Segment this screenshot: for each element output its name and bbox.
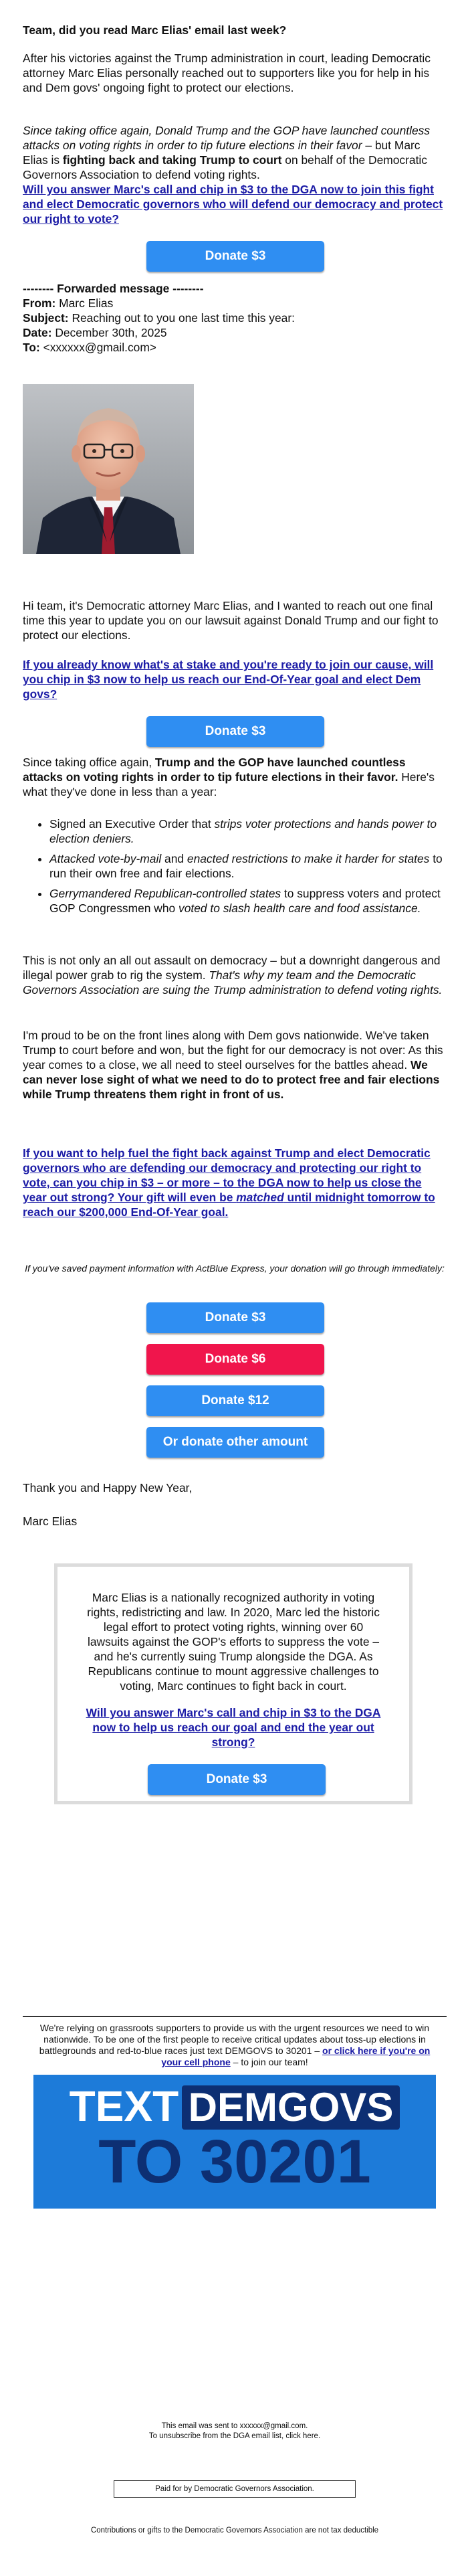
email-heading: Team, did you read Marc Elias' email last week?: [23, 23, 287, 37]
sms-paragraph: We're relying on grassroots supporters to provide us with the urgent resources we need to win nationwide. To be one of the first people to receive critical updates about toss-up elections in battlegrounds and red-to-blue races just text DEMGOVS to 30201 – or click here if you're on your cell phone – to join our team!: [39, 2023, 431, 2067]
attack-end: on behalf of the Democratic Governors Association to defend voting rights.: [23, 153, 427, 181]
sent-to-note: This email was sent to xxxxxx@gmail.com.: [161, 2422, 308, 2430]
donate-3-button-3[interactable]: Donate $3: [146, 1302, 324, 1333]
actblue-note: If you've saved payment information with ActBlue Express, your donation will go through immediately:: [25, 1263, 445, 1274]
cta-link-paragraph-1: [23, 182, 447, 226]
banner-line-1: [33, 2083, 436, 2130]
forwarded-to: To: <xxxxxx@gmail.com>: [23, 341, 156, 354]
attack-item-2: • Attacked vote-by-mail and enacted restrictions to make it harder for states to run their own free and fair elections.: [49, 851, 447, 881]
cta-link-paragraph-3: [23, 1146, 447, 1219]
unsubscribe-link[interactable]: To unsubscribe from the DGA email list, click here.: [148, 2432, 321, 2440]
bio-donate-3-button[interactable]: Donate $3: [148, 1764, 326, 1795]
cta-link-1[interactable]: Will you answer Marc's call and chip in $3 to the DGA now to join this fight and elect Democratic governors who will defend our democracy and protect our right to vote?: [23, 183, 443, 226]
donate-12-button[interactable]: Donate $12: [146, 1385, 324, 1416]
text-demgovs-banner[interactable]: [33, 2075, 436, 2209]
forwarded-date: Date: December 30th, 2025: [23, 326, 167, 339]
attacks-list: [23, 817, 447, 921]
signoff: Thank you and Happy New Year,: [23, 1481, 193, 1494]
bio-text: Marc Elias is a nationally recognized authority in voting rights, redistricting and law. In 2020, Marc led the historic legal effort to protect voting rights, winning over 60 lawsuits against the GOP's efforts to suppress the vote – and he's currently suing Trump alongside the DGA. As Republicans continue to mount aggressive challenges to voting, Marc continues to fight back in court.: [87, 1591, 380, 1693]
forwarded-header: -------- Forwarded message --------: [23, 282, 204, 295]
bio-link-paragraph: [83, 1705, 384, 1749]
bio-cta-link[interactable]: Will you answer Marc's call and chip in $3 to the DGA now to help us reach our goal and end the year out strong?: [86, 1706, 381, 1749]
banner-to: TO: [98, 2128, 183, 2196]
tax-note: Contributions or gifts to the Democratic Governors Association are not tax deductible: [90, 2526, 379, 2535]
attacks-intro: Since taking office again, Trump and the GOP have launched countless attacks on voting rights in order to tip future elections in their favor. Here's what they've done in less than a year:: [23, 756, 435, 798]
attack-item-1: • Signed an Executive Order that strips voter protections and hands power to election deniers.: [49, 817, 447, 846]
portrait-image: [23, 384, 194, 554]
forwarded-from: From: Marc Elias: [23, 296, 114, 310]
forwarded-block: [23, 281, 447, 355]
banner-text-word: TEXT: [69, 2082, 179, 2130]
footer-divider: [23, 2016, 447, 2017]
donate-6-button[interactable]: Donate $6: [146, 1344, 324, 1375]
cta-link-2[interactable]: If you already know what's at stake and you're ready to join our cause, will you chip in $3 now to help us reach our End-Of-Year goal and elect Dem govs?: [23, 658, 434, 701]
attack-italic: Since taking office again, Donald Trump and the GOP have launched countless attacks on voting rights in order to tip future elections in their favor: [23, 124, 431, 152]
marc-elias-portrait: [23, 384, 194, 554]
attack-mid: – but Marc Elias is: [23, 139, 421, 167]
intro-paragraph: After his victories against the Trump administration in court, leading Democratic attorney Marc Elias personally reached out to supporters like you for help in his and Dem govs' ongoing fight to protect our elections.: [23, 52, 431, 94]
banner-line-2: [33, 2130, 436, 2194]
forwarded-subject: Subject: Reaching out to you one last time this year:: [23, 311, 295, 325]
attack-bold: fighting back and taking Trump to court: [62, 153, 282, 167]
donate-3-button[interactable]: Donate $3: [146, 241, 324, 272]
attack-paragraph: [23, 123, 447, 182]
donate-3-button-2[interactable]: Donate $3: [146, 716, 324, 747]
banner-keyword: DEMGOVS: [182, 2085, 400, 2130]
assault-paragraph: This is not only an all out assault on democracy – but a downright dangerous and illegal power grab to rig the system. That's why my team and the Democratic Governors Association are suing the Trump administration to defend voting rights.: [23, 954, 443, 997]
sms-click-link[interactable]: or click here if you're on your cell phone: [161, 2045, 431, 2067]
cta-link-paragraph-2: [23, 657, 447, 701]
attack-item-3: • Gerrymandered Republican-controlled states to suppress voters and protect GOP Congressmen who voted to slash health care and food assistance.: [49, 886, 447, 916]
donate-other-button[interactable]: Or donate other amount: [146, 1427, 324, 1458]
unsubscribe-note[interactable]: [23, 2431, 447, 2441]
letter-intro: Hi team, it's Democratic attorney Marc Elias, and I wanted to reach out one final time this year to update you on our lawsuit against Donald Trump and our fight to protect our elections.: [23, 599, 439, 642]
paid-for-box: Paid for by Democratic Governors Association.: [114, 2480, 356, 2498]
cta-link-3[interactable]: If you want to help fuel the fight back against Trump and elect Democratic governors who are defending our democracy and protecting our right to vote, can you chip in $3 – or more – to the DGA now to help us close the year out strong? Your gift will even be matched until midnight tomorrow to reach our $200,000 End-Of-Year goal.: [23, 1146, 435, 1219]
bio-box: [54, 1563, 413, 1804]
banner-number: 30201: [199, 2128, 371, 2196]
signature: Marc Elias: [23, 1515, 78, 1528]
frontlines-paragraph: I'm proud to be on the front lines along with Dem govs nationwide. We've taken Trump to court before and won, but the fight for our democracy is not over: As this year comes to a close, we all need to steel ourselves for the battles ahead. We can never lose sight of what we need to do to protect free and fair elections while Trump threatens them right in front of us.: [23, 1029, 443, 1101]
